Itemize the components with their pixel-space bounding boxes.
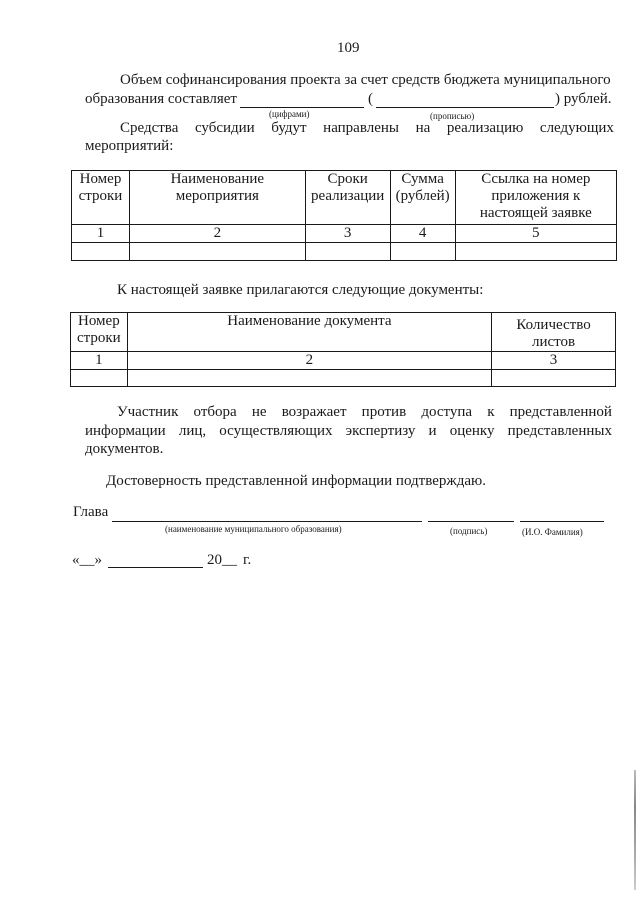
amount-digits-blank (240, 107, 364, 108)
consent-line-2 (85, 423, 612, 440)
table-cell: 2 (129, 225, 305, 243)
word: представленной (509, 404, 612, 420)
date-month-blank (108, 567, 203, 568)
cofinancing-line-1: Объем софинансирования проекта за счет средств бюджета муниципального (120, 72, 611, 88)
word: осуществляющих (219, 423, 333, 439)
word: экспертизу (345, 423, 416, 439)
table-cell (455, 243, 616, 261)
word: следующих (539, 120, 614, 136)
open-paren: ( (368, 91, 373, 107)
header-activity-name: Наименование мероприятия (129, 171, 305, 225)
table-cell: 4 (390, 225, 455, 243)
caption-words: (прописью) (430, 111, 475, 121)
word: на (415, 120, 431, 136)
activities-table (71, 170, 617, 261)
table-cell: 1 (71, 352, 128, 370)
full-name-blank (520, 521, 604, 522)
table-cell: 3 (492, 352, 616, 370)
word: отбора (193, 404, 237, 420)
header-sheet-count: Количество листов (492, 313, 616, 352)
word: будут (271, 120, 307, 136)
page-number: 109 (337, 40, 360, 56)
table-cell (492, 370, 616, 387)
table-cell: 3 (305, 225, 390, 243)
rubles-suffix: ) рублей. (555, 91, 612, 107)
documents-table (70, 312, 616, 387)
subsidy-line-1 (120, 120, 614, 137)
table-number-row (72, 225, 617, 243)
word: лиц, (178, 423, 207, 439)
amount-words-blank (376, 107, 554, 108)
table-header-row (71, 313, 616, 352)
cofinancing-line-2-prefix: образования составляет (85, 91, 237, 107)
signature-blank (428, 521, 514, 522)
word: представленных (507, 423, 612, 439)
subsidy-line-2: мероприятий: (85, 138, 174, 154)
confirmation-statement: Достоверность представленной информации подтверждаю. (106, 473, 486, 489)
date-year-suffix: г. (243, 552, 252, 568)
header-row-number: Номер строки (71, 313, 128, 352)
municipality-name-blank (112, 521, 422, 522)
word: реализацию (446, 120, 524, 136)
word: направлены (323, 120, 399, 136)
table-cell (127, 370, 491, 387)
word: против (361, 404, 407, 420)
word: Средства (120, 120, 179, 136)
word: оценку (449, 423, 495, 439)
header-timeline: Сроки реализации (305, 171, 390, 225)
table-cell: 2 (127, 352, 491, 370)
caption-municipality: (наименование муниципального образования) (165, 524, 342, 534)
scan-edge-mark (634, 770, 636, 890)
header-appendix-ref: Ссылка на номер приложения к настоящей заявке (455, 171, 616, 225)
table-row (71, 370, 616, 387)
date-year: 20__ (207, 552, 237, 568)
header-document-name: Наименование документа (127, 313, 491, 352)
table-cell (390, 243, 455, 261)
header-row-number: Номер строки (72, 171, 130, 225)
word: и (428, 423, 437, 439)
header-amount: Сумма (рублей) (390, 171, 455, 225)
table-cell (71, 370, 128, 387)
table-number-row (71, 352, 616, 370)
word: доступа (421, 404, 473, 420)
consent-line-1 (117, 404, 612, 421)
table-cell: 1 (72, 225, 130, 243)
attached-documents-heading: К настоящей заявке прилагаются следующие документы: (117, 282, 484, 298)
word: возражает (281, 404, 347, 420)
table-cell (129, 243, 305, 261)
word: Участник (117, 404, 179, 420)
table-cell (305, 243, 390, 261)
date-day: «__» (72, 552, 102, 568)
caption-digits: (цифрами) (269, 109, 310, 119)
word: не (251, 404, 267, 420)
table-cell (72, 243, 130, 261)
head-label: Глава (73, 504, 109, 520)
caption-signature: (подпись) (450, 526, 488, 536)
word: к (487, 404, 495, 420)
word: субсидии (194, 120, 255, 136)
consent-line-3: документов. (85, 441, 164, 457)
caption-full-name: (И.О. Фамилия) (522, 527, 583, 537)
table-header-row (72, 171, 617, 225)
word: информации (85, 423, 166, 439)
table-row (72, 243, 617, 261)
table-cell: 5 (455, 225, 616, 243)
